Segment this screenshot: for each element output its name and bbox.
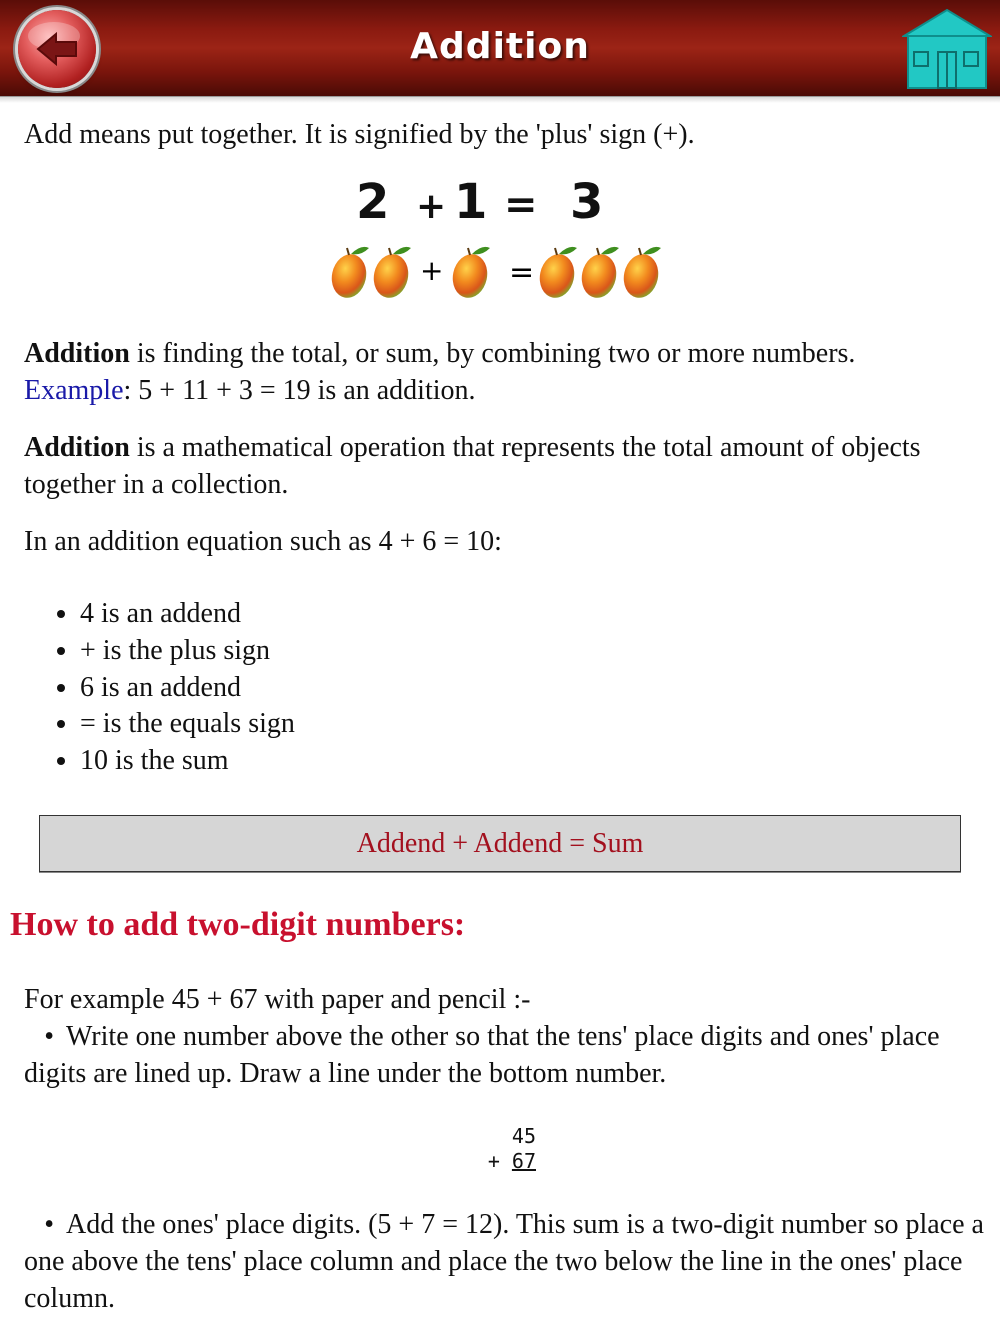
mango-icon: [370, 247, 412, 301]
header-divider: [0, 96, 1000, 103]
home-icon: [902, 8, 992, 90]
header-bar: [0, 0, 1000, 96]
equation-illustration: [330, 168, 670, 230]
eq-a: 2: [356, 174, 390, 230]
def2-text: is a mathematical operation that represents the total amount of objects together in a collection.: [24, 432, 921, 500]
parts-list: [24, 596, 295, 780]
example-link[interactable]: Example: [24, 375, 124, 406]
def1-example: : 5 + 11 + 3 = 19 is an addition.: [123, 375, 476, 406]
definition-addition: [24, 335, 974, 409]
column-calculation: [466, 1124, 536, 1174]
def1-text: is finding the total, or sum, by combining two or more numbers.: [129, 338, 856, 369]
formula-box: Addend + Addend = Sum: [39, 815, 961, 872]
list-item: • 10 is the sum: [80, 743, 295, 780]
list-item: • 4 is an addend: [80, 596, 295, 633]
calc-operator: +: [487, 1149, 500, 1173]
mango-icon: [536, 247, 578, 301]
eq-equals: =: [504, 182, 538, 228]
intro-text: Add means put together. It is signified by the 'plus' sign (+).: [24, 119, 695, 150]
list-item: • = is the equals sign: [80, 706, 295, 743]
step-two-text: Add the ones' place digits. (5 + 7 = 12). This sum is a two-digit number so place a one above the tens' place column and place the two below the line in the ones' place column.: [24, 1209, 984, 1314]
mango-equals: =: [509, 255, 535, 290]
page-title: Addition: [410, 26, 590, 67]
step-one: • Write one number above the other so that the tens' place digits and ones' place digits are lined up. Draw a line under the bottom number.: [24, 1021, 940, 1089]
home-button[interactable]: [902, 8, 992, 90]
mango-illustration: [325, 240, 675, 302]
step-two: • Add the ones' place digits. (5 + 7 = 12). This sum is a two-digit number so place a one above the tens' place column and place the two below the line in the ones' place column.: [24, 1209, 984, 1314]
list-item: • + is the plus sign: [80, 633, 295, 670]
mango-icon: [620, 247, 662, 301]
calc-bottom: 67: [511, 1149, 536, 1173]
mango-plus: +: [420, 254, 444, 287]
calc-top: 45: [511, 1124, 536, 1148]
eq-sum: 3: [570, 174, 604, 230]
mango-icon: [328, 247, 370, 301]
eq-plus: +: [416, 186, 447, 227]
example-intro: For example 45 + 67 with paper and pencil :-: [24, 984, 531, 1015]
definition-operation: [24, 429, 974, 503]
equation-intro: In an addition equation such as 4 + 6 = 10:: [24, 526, 502, 557]
mango-icon: [449, 247, 491, 301]
def2-bold: Addition: [24, 432, 130, 463]
list-item: • 6 is an addend: [80, 670, 295, 707]
section-heading: How to add two-digit numbers:: [10, 906, 466, 943]
step-one-text: Write one number above the other so that the tens' place digits and ones' place digits are lined up. Draw a line under the bottom number.: [24, 1021, 940, 1089]
eq-b: 1: [454, 174, 488, 230]
def1-bold: Addition: [24, 338, 130, 369]
mango-icon: [578, 247, 620, 301]
